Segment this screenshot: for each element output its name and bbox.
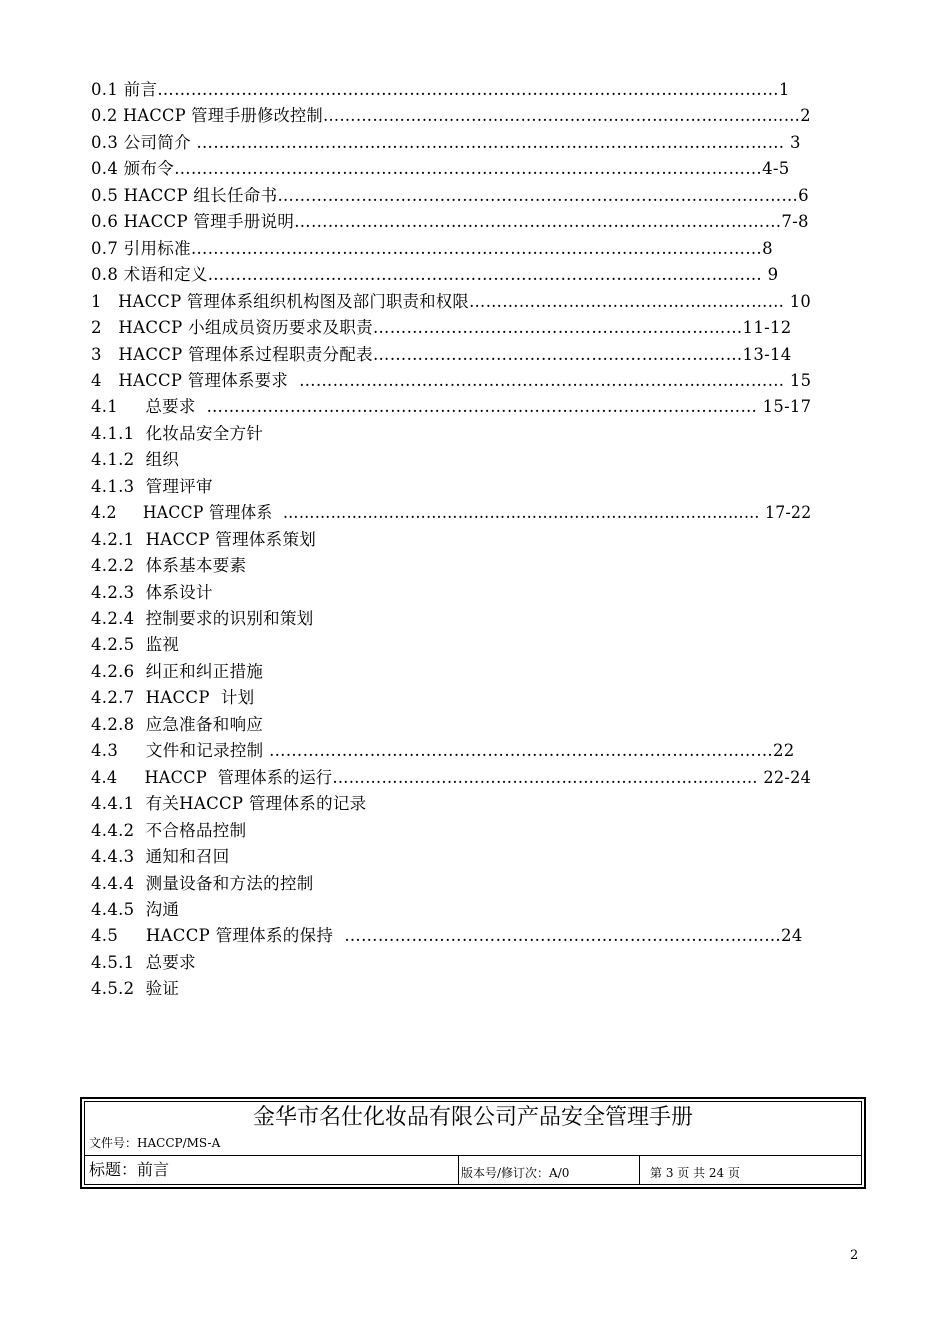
- toc-entry: 4.2.2 体系基本要素: [91, 556, 247, 576]
- toc-entry: 1 HACCP 管理体系组织机构图及部门职责和权限………………………………………………… 10: [91, 291, 812, 311]
- toc-entry: 4.5.1 总要求: [91, 952, 196, 972]
- toc-entry: 4.1 总要求 ……………………………………………………………………………………… 15-17: [91, 397, 812, 417]
- document-number: 文件号：HACCP/MS-A: [89, 1136, 221, 1150]
- toc-entry: 4.4.1 有关HACCP 管理体系的记录: [91, 794, 367, 814]
- toc-entry: 0.5 HACCP 组长任命书…………………………………………………………………………………6: [91, 185, 809, 205]
- toc-entry: 4 HACCP 管理体系要求 …………………………………………………………………………… 15: [91, 370, 812, 390]
- toc-entry: 3 HACCP 管理体系过程职责分配表…………………………………………………………13-14: [91, 344, 792, 364]
- version-cell: 版本号/修订次：A/0: [458, 1155, 641, 1184]
- document-footer-table: [80, 1097, 866, 1189]
- page-cell: 第 3 页 共 24 页: [639, 1155, 861, 1184]
- toc-entry: 0.8 术语和定义……………………………………………………………………………………… 9: [91, 265, 779, 285]
- toc-entry: 4.2.6 纠正和纠正措施: [91, 661, 264, 681]
- toc-entry: 4.2.3 体系设计: [91, 582, 213, 602]
- toc-entry: 4.4.2 不合格品控制: [91, 820, 247, 840]
- toc-entry: 4.4.5 沟通: [91, 899, 180, 919]
- manual-title: 金华市名仕化妆品有限公司产品安全管理手册: [252, 1105, 693, 1130]
- page-number: 2: [850, 1248, 859, 1263]
- toc-entry: 0.2 HACCP 管理手册修改控制……………………………………………………………………………2: [91, 106, 811, 126]
- toc-entry: 4.4 HACCP 管理体系的运行…………………………………………………………………… 22-24: [91, 767, 812, 787]
- toc-entry: 4.1.2 组织: [91, 450, 180, 470]
- toc-entry: 4.1.1 化妆品安全方针: [91, 423, 264, 443]
- toc-entry: 4.1.3 管理评审: [91, 476, 213, 496]
- toc-entry: 0.4 颁布令……………………………………………………………………………………………4-5: [91, 159, 790, 179]
- toc-entry: 4.2.5 监视: [91, 635, 180, 655]
- toc-entry: 4.2 HACCP 管理体系 ……………………………………………………………………………… 17-22: [91, 503, 812, 523]
- toc-entry: 0.7 引用标准…………………………………………………………………………………………8: [91, 238, 773, 258]
- toc-entry: 0.3 公司简介 …………………………………………………………………………………………… 3: [91, 132, 801, 152]
- toc-entry: 4.2.1 HACCP 管理体系策划: [91, 529, 317, 549]
- toc-entry: 4.4.4 测量设备和方法的控制: [91, 873, 314, 893]
- toc-entry: 4.2.4 控制要求的识别和策划: [91, 609, 314, 628]
- toc-entry: 4.5 HACCP 管理体系的保持 ……………………………………………………………………24: [91, 926, 803, 946]
- toc-entry: 4.4.3 通知和召回: [91, 847, 230, 867]
- toc-entry: 0.6 HACCP 管理手册说明……………………………………………………………………………7-8: [91, 212, 809, 232]
- section-label: 标题：前言: [89, 1160, 170, 1179]
- toc-entry: 0.1 前言…………………………………………………………………………………………………1: [91, 80, 790, 99]
- toc-entry: 2 HACCP 小组成员资历要求及职责…………………………………………………………11-12: [91, 318, 792, 338]
- toc-entry: 4.3 文件和记录控制 ………………………………………………………………………………22: [91, 741, 795, 761]
- toc-entry: 4.2.7 HACCP 计划: [91, 688, 255, 708]
- toc-entry: 4.2.8 应急准备和响应: [91, 714, 264, 734]
- toc-entry: 4.5.2 验证: [91, 979, 180, 999]
